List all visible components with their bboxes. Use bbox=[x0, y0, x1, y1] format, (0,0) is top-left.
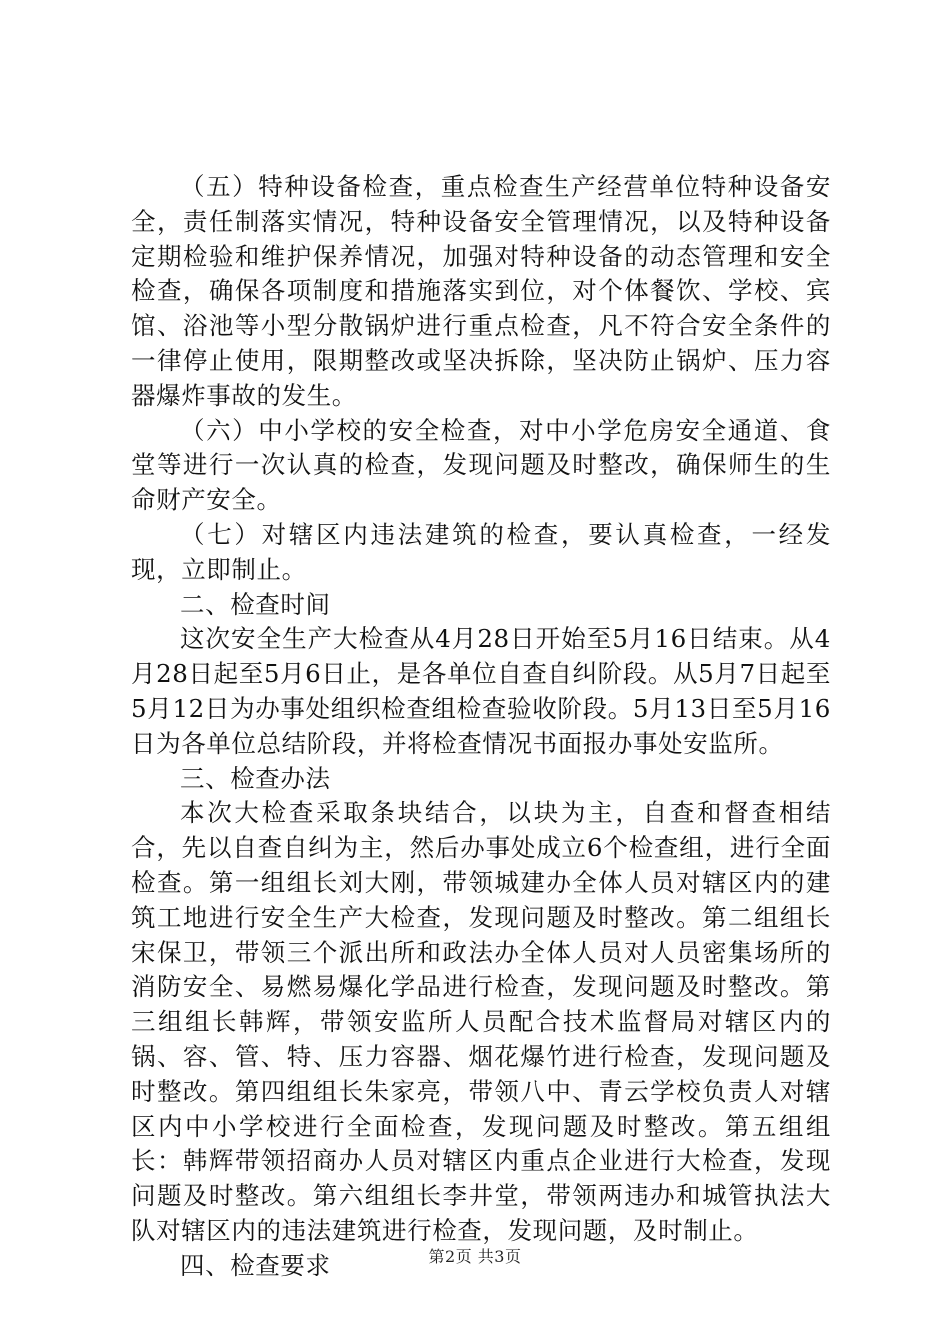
heading-inspection-method: 三、检查办法 bbox=[180, 763, 331, 793]
document-body bbox=[131, 170, 831, 1284]
paragraph-inspection-time: 这次安全生产大检查从4月28日开始至5月16日结束。从4月28日起至5月6日止，是各单位自查自纠阶段。从5月7日起至5月12日为办事处组织检查组检查验收阶段。5月13日至5月16日为各单位总结阶段，并将检查情况书面报办事处安监所。 bbox=[131, 624, 831, 758]
heading-inspection-requirements: 四、检查要求 bbox=[180, 1250, 331, 1280]
heading-inspection-time: 二、检查时间 bbox=[180, 589, 331, 619]
paragraph-school-safety: （六）中小学校的安全检查，对中小学危房安全通道、食堂等进行一次认真的检查，发现问题及时整改，确保师生的生命财产安全。 bbox=[131, 415, 831, 515]
paragraph-special-equipment: （五）特种设备检查，重点检查生产经营单位特种设备安全，责任制落实情况，特种设备安全管理情况，以及特种设备定期检验和维护保养情况，加强对特种设备的动态管理和安全检查，确保各项制度和措施落实到位，对个体餐饮、学校、宾馆、浴池等小型分散锅炉进行重点检查，凡不符合安全条件的一律停止使用，限期整改或坚决拆除，坚决防止锅炉、压力容器爆炸事故的发生。 bbox=[131, 172, 831, 410]
page-number-footer: 第2页 共3页 bbox=[428, 1247, 522, 1266]
paragraph-inspection-method: 本次大检查采取条块结合，以块为主，自查和督查相结合，先以自查自纠为主，然后办事处成立6个检查组，进行全面检查。第一组组长刘大刚，带领城建办全体人员对辖区内的建筑工地进行安全生产大检查，发现问题及时整改。第二组组长宋保卫，带领三个派出所和政法办全体人员对人员密集场所的消防安全、易燃易爆化学品进行检查，发现问题及时整改。第三组组长韩辉，带领安监所人员配合技术监督局对辖区内的锅、容、管、特、压力容器、烟花爆竹进行检查，发现问题及时整改。第四组组长朱家亮，带领八中、青云学校负责人对辖区内中小学校进行全面检查，发现问题及时整改。第五组组长：韩辉带领招商办人员对辖区内重点企业进行大检查，发现问题及时整改。第六组组长李井堂，带领两违办和城管执法大队对辖区内的违法建筑进行检查，发现问题，及时制止。 bbox=[131, 798, 831, 1245]
paragraph-illegal-buildings: （七）对辖区内违法建筑的检查，要认真检查，一经发现，立即制止。 bbox=[131, 519, 831, 584]
